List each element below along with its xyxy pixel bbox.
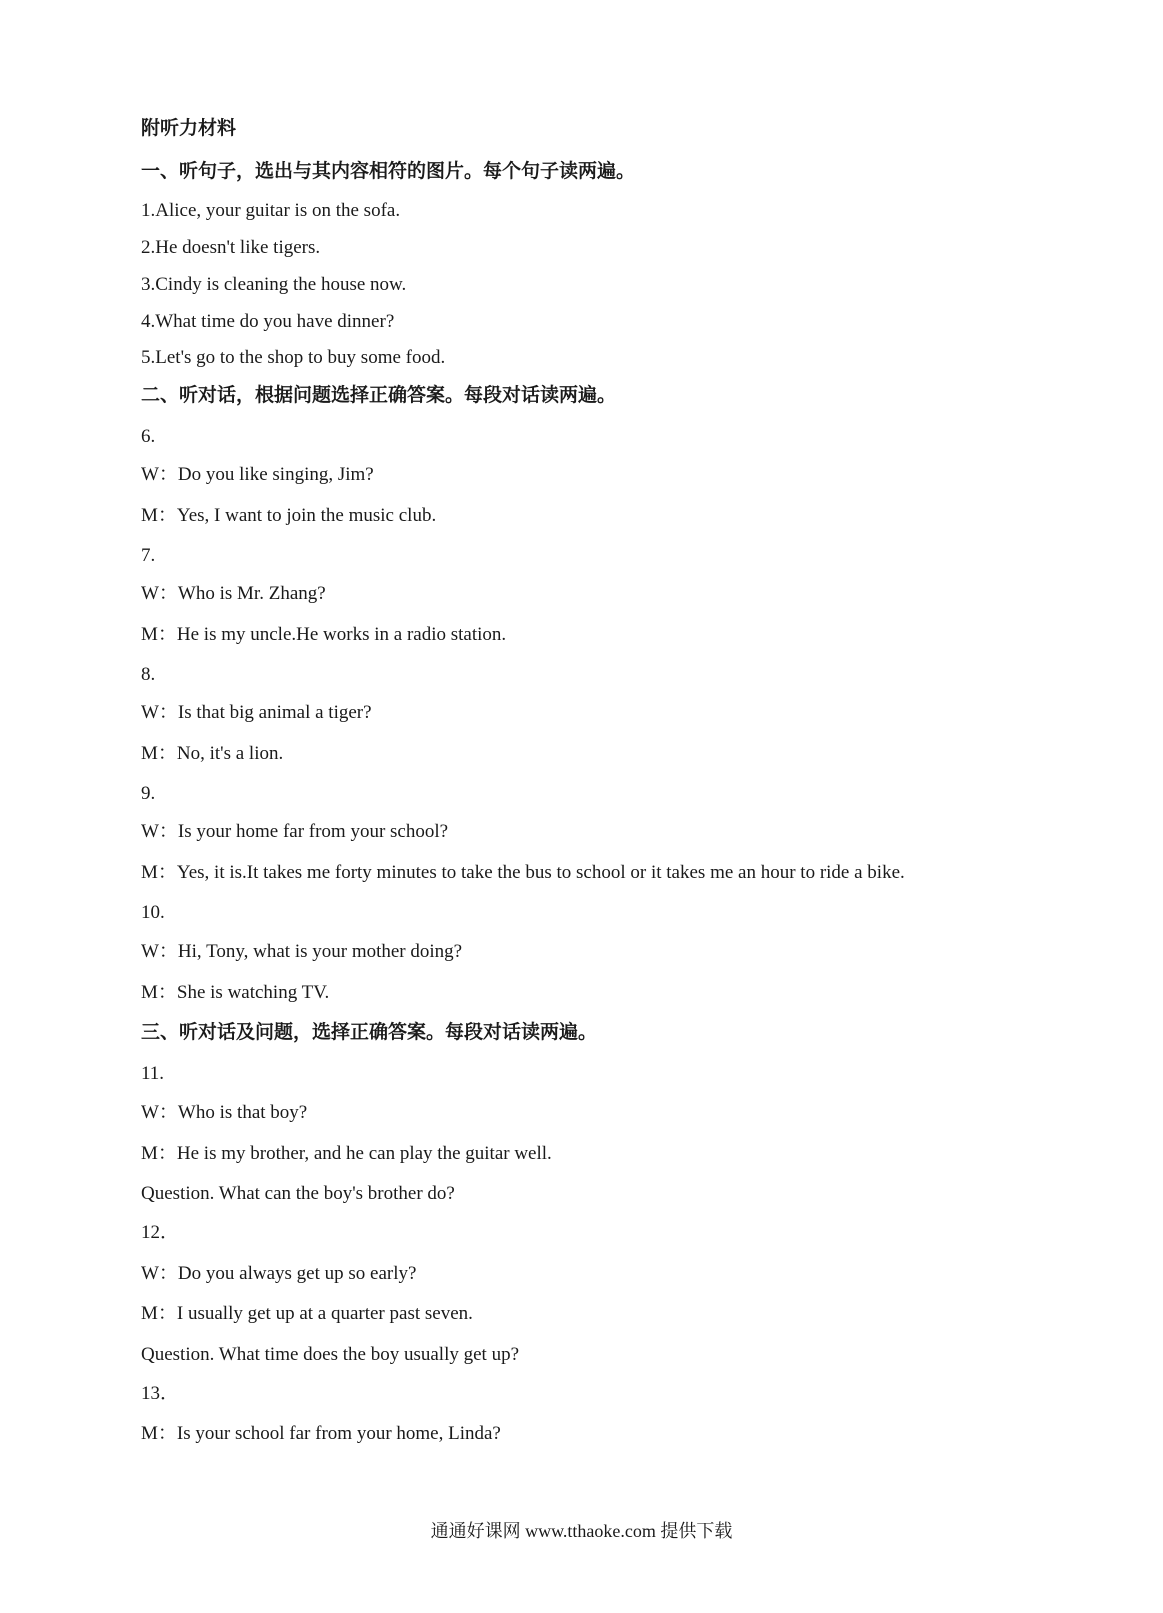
s2-line: 10. xyxy=(141,902,165,923)
s1-line: 5.Let's go to the shop to buy some food. xyxy=(141,347,446,368)
s2-line: M：She is watching TV. xyxy=(141,982,330,1003)
s1-line: 3.Cindy is cleaning the house now. xyxy=(141,274,407,295)
s2-line: 8. xyxy=(141,664,156,685)
page-footer: 通通好课网 www.tthaoke.com 提供下载 xyxy=(430,1521,733,1541)
s3-line: W：Who is that boy? xyxy=(141,1102,308,1123)
s1-line: 4.What time do you have dinner? xyxy=(141,311,395,332)
s2-line: W：Hi, Tony, what is your mother doing? xyxy=(141,941,463,962)
s3-line: W：Do you always get up so early? xyxy=(141,1263,417,1284)
s2-line: M：He is my uncle.He works in a radio station. xyxy=(141,624,507,645)
document-title: 附听力材料 xyxy=(141,118,237,139)
s1-line: 1.Alice, your guitar is on the sofa. xyxy=(141,200,401,221)
s3-line: Question. What can the boy's brother do? xyxy=(141,1183,455,1204)
s2-line: W：Do you like singing, Jim? xyxy=(141,464,374,485)
s2-line: 7. xyxy=(141,545,156,566)
s1-line: 2.He doesn't like tigers. xyxy=(141,237,321,258)
s3-line: 11. xyxy=(141,1063,165,1084)
section-3-heading: 三、听对话及问题，选择正确答案。每段对话读两遍。 xyxy=(141,1022,598,1043)
s2-line: W：Who is Mr. Zhang? xyxy=(141,583,326,604)
s3-line: Question. What time does the boy usually get up? xyxy=(141,1344,519,1365)
s2-line: 9. xyxy=(141,783,156,804)
s3-line: 12． xyxy=(141,1222,180,1243)
section-2-heading: 二、听对话，根据问题选择正确答案。每段对话读两遍。 xyxy=(141,385,617,406)
s2-line: W：Is your home far from your school? xyxy=(141,821,449,842)
s2-line: M：Yes, it is.It takes me forty minutes to take the bus to school or it takes me an hour to ride a bike. xyxy=(141,862,905,883)
s3-line: M：He is my brother, and he can play the guitar well. xyxy=(141,1143,552,1164)
s3-line: M：Is your school far from your home, Linda? xyxy=(141,1423,501,1444)
section-1-heading: 一、听句子，选出与其内容相符的图片。每个句子读两遍。 xyxy=(141,161,636,182)
s3-line: 13． xyxy=(141,1383,180,1404)
s2-line: 6. xyxy=(141,426,156,447)
s2-line: W：Is that big animal a tiger? xyxy=(141,702,372,723)
s2-line: M：Yes, I want to join the music club. xyxy=(141,505,437,526)
s2-line: M：No, it's a lion. xyxy=(141,743,284,764)
s3-line: M：I usually get up at a quarter past seven. xyxy=(141,1303,473,1324)
